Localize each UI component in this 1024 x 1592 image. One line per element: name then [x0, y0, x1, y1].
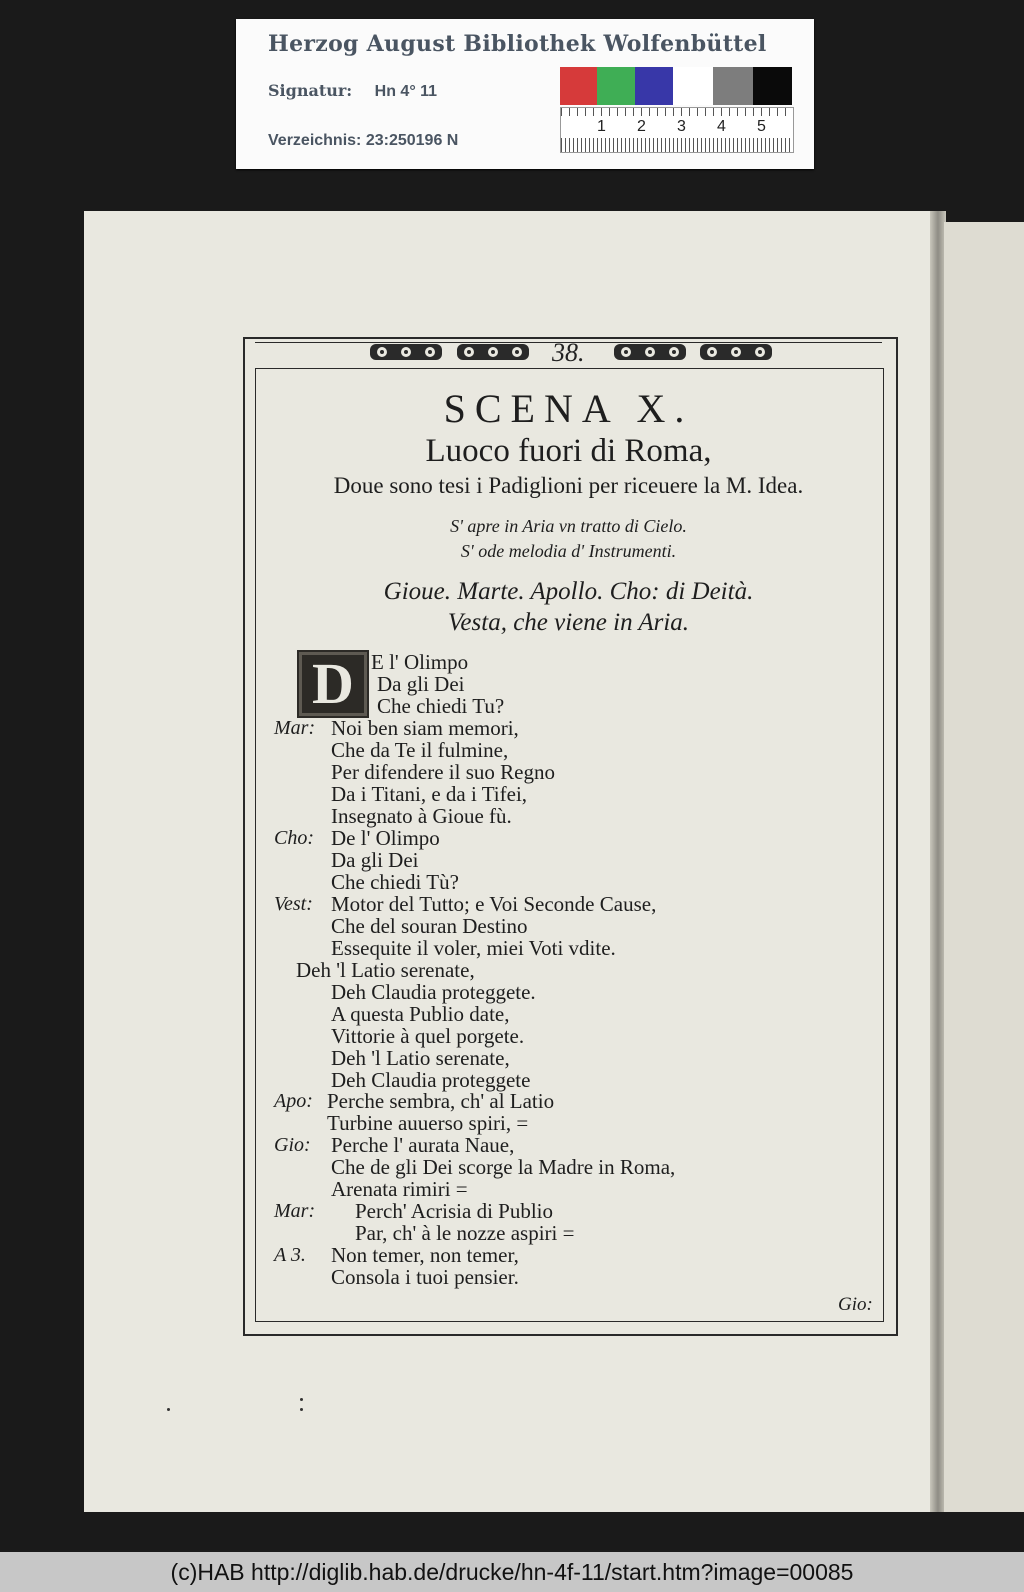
paper-speck: [167, 1408, 170, 1411]
ruler-number: 2: [637, 118, 646, 135]
verse-line: Motor del Tutto; e Voi Seconde Cause,: [331, 892, 657, 916]
paper-speck: [300, 1408, 303, 1411]
verse-line: Perche l' aurata Naue,: [331, 1133, 515, 1157]
signatur-value: Hn 4° 11: [374, 83, 438, 100]
ruler-ticks: [561, 138, 793, 152]
verse-line: Deh Claudia proteggete.: [331, 980, 536, 1004]
color-calibration-strip: [560, 67, 792, 105]
speaker-label: Mar:: [274, 1200, 316, 1222]
fleuron-ornament-icon: [612, 340, 688, 364]
swatch-red: [560, 67, 597, 105]
library-name: Herzog August Bibliothek Wolfenbüttel: [268, 31, 767, 57]
signatur-key: Signatur:: [268, 81, 353, 100]
signatur-row: [268, 81, 437, 101]
verse-line: Perche sembra, ch' al Latio: [327, 1089, 555, 1113]
verse-line: Che de gli Dei scorge la Madre in Roma,: [331, 1155, 676, 1179]
speaker-label: Vest:: [274, 893, 313, 915]
swatch-blue: [635, 67, 673, 105]
ruler-number: 1: [597, 118, 606, 135]
facing-page-edge: [944, 222, 1024, 1512]
verse-line: Per difendere il suo Regno: [331, 760, 555, 784]
verse-line: A questa Publio date,: [331, 1002, 510, 1026]
ruler-number: 4: [717, 118, 726, 135]
verse-line: Insegnato à Gioue fù.: [331, 804, 512, 828]
ruler-number: 3: [677, 118, 686, 135]
scene-title: SCENA X.: [443, 386, 694, 431]
fleuron-ornament-icon: [698, 340, 774, 364]
speaker-label: Gio:: [274, 1134, 311, 1156]
fleuron-ornament-icon: [455, 340, 531, 364]
verse-line: Arenata rimiri =: [331, 1177, 468, 1201]
verse-line: Deh Claudia proteggete: [331, 1068, 531, 1092]
scale-ruler: [560, 107, 794, 153]
paper-speck: [300, 1398, 303, 1401]
verse-line: Che del souran Destino: [331, 914, 528, 938]
verse-line: Che chiedi Tu?: [377, 694, 505, 718]
verse-line: E l' Olimpo: [371, 650, 469, 674]
swatch-black: [753, 67, 792, 105]
verse-line: De l' Olimpo: [331, 826, 440, 850]
verse-line: Vittorie à quel porgete.: [331, 1024, 525, 1048]
verse-line: Noi ben siam memori,: [331, 716, 519, 740]
ruler-ticks-top: [561, 108, 793, 116]
verse-line: Da i Titani, e da i Tifei,: [331, 782, 528, 806]
verzeichnis: Verzeichnis: 23:250196 N: [268, 132, 459, 149]
swatch-white: [673, 67, 713, 105]
catchword: Gio:: [838, 1294, 873, 1315]
scene-setting: Doue sono tesi i Padiglioni per riceuere la M. Idea.: [333, 473, 804, 498]
stage-direction: S' apre in Aria vn tratto di Cielo.: [450, 516, 687, 536]
library-label-card: [236, 19, 814, 169]
verse-line: Turbine auuerso spiri, =: [327, 1111, 529, 1135]
decorated-initial: D: [297, 650, 369, 718]
cast-list: Gioue. Marte. Apollo. Cho: di Deità.: [383, 578, 754, 605]
swatch-green: [597, 67, 635, 105]
page-number: 38.: [552, 338, 585, 367]
verse-line: Par, ch' à le nozze aspiri =: [355, 1221, 575, 1245]
speaker-label: A 3.: [274, 1244, 306, 1266]
fleuron-ornament-icon: [368, 340, 444, 364]
cast-list: Vesta, che viene in Aria.: [447, 609, 690, 636]
verse-line: Deh 'l Latio serenate,: [331, 1046, 510, 1070]
verse-line: Da gli Dei: [331, 848, 419, 872]
verse-line: Essequite il voler, miei Voti vdite.: [331, 936, 616, 960]
verse-line: Che da Te il fulmine,: [331, 738, 509, 762]
verse-line: Che chiedi Tù?: [331, 870, 459, 894]
speaker-label: Apo:: [274, 1090, 313, 1112]
ruler-number: 5: [757, 118, 766, 135]
speaker-label: Cho:: [274, 827, 314, 849]
verse-line: Da gli Dei: [377, 672, 465, 696]
scene-location: Luoco fuori di Roma,: [425, 433, 712, 469]
verse-line: Consola i tuoi pensier.: [331, 1265, 519, 1289]
speaker-label: Mar:: [274, 717, 316, 739]
swatch-gray: [713, 67, 753, 105]
copyright-footer: (c)HAB http://diglib.hab.de/drucke/hn-4f-11/start.htm?image=00085: [0, 1552, 1024, 1592]
verse-line: Non temer, non temer,: [331, 1243, 519, 1267]
verse-line: Perch' Acrisia di Publio: [355, 1199, 554, 1223]
stage-direction: S' ode melodia d' Instrumenti.: [460, 541, 677, 561]
verse-line: Deh 'l Latio serenate,: [296, 958, 475, 982]
